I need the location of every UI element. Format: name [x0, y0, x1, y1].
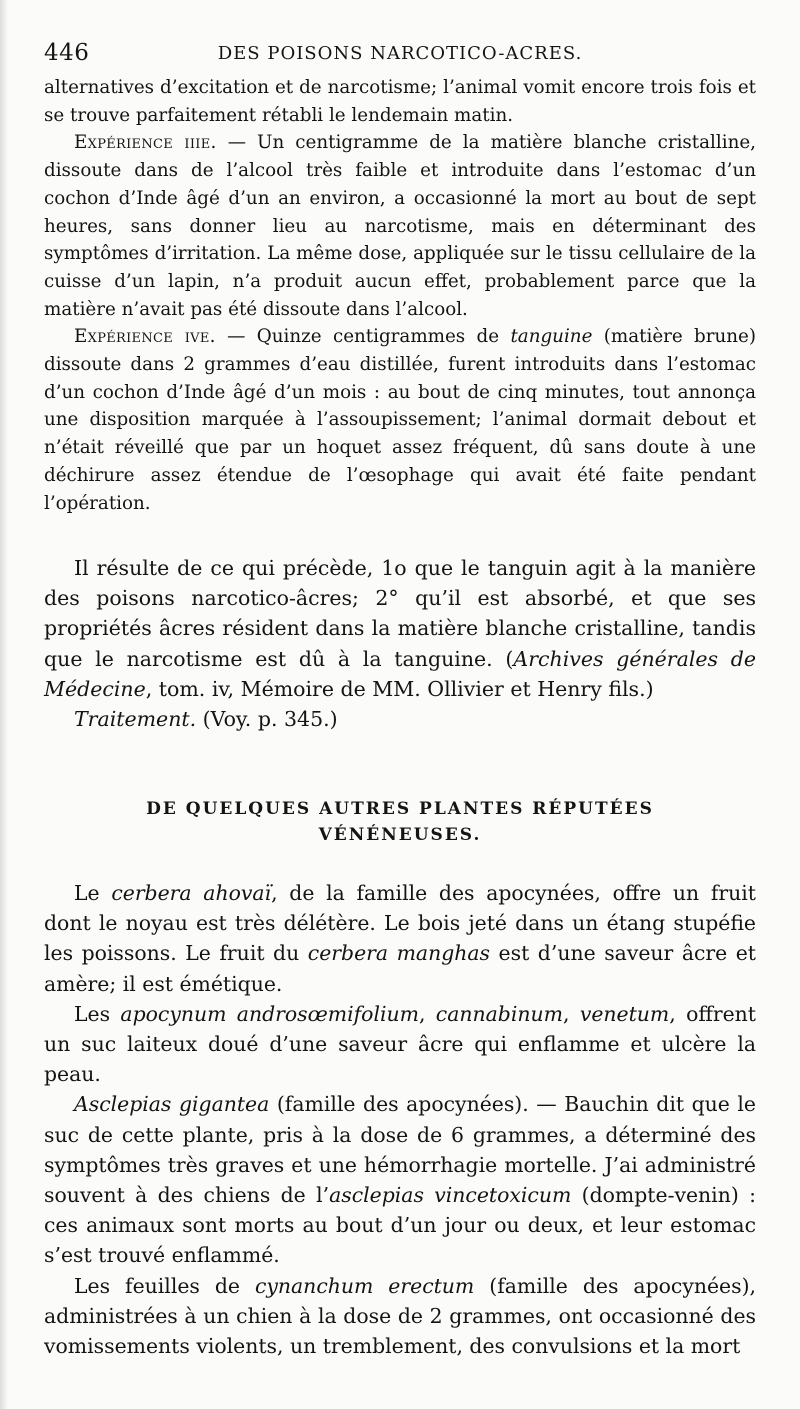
paragraph-text: , tom. iv, Mémoire de MM. Ollivier et Henry fils.) [145, 676, 654, 701]
page-header [44, 36, 756, 70]
paragraph-experience-3 [44, 129, 756, 323]
paragraph-text: est d’une saveur âcre et amère; il est émétique. [44, 941, 757, 996]
scan-edge-shadow [0, 0, 8, 1409]
experience-label: Expérience iiie. [74, 132, 217, 154]
paragraph-text: Les feuilles de [74, 1273, 255, 1298]
paragraph-text: (matière brune) dissoute dans 2 grammes d’eau distillée, furent introduits dans l’estomac d’un cochon d’Inde âgé d’un mois : au bout de cinq minutes, tout annonça une disposition marquée à l’assoupissement; l’animal dormait debout et n’était réveillé que par un hoquet assez fréquent, dû sans doute à une déchirure assez étendue de l’œsophage qui avait été faite pendant l’opération. [44, 326, 756, 514]
paragraph-text: — Quinze centigrammes de [215, 326, 511, 348]
paragraph-text: , [418, 1001, 436, 1026]
section-heading-line: VÉNÉNEUSES. [318, 825, 482, 845]
page-number: 446 [44, 40, 90, 66]
paragraph-experience-4 [44, 323, 756, 517]
species-name: apocynum androsœmifolium [120, 1001, 419, 1026]
species-name: venetum [579, 1001, 670, 1026]
paragraph-text: Les [74, 1001, 121, 1026]
experiments-section [44, 74, 756, 517]
paragraph-text: (famille des apocynées). — Bauchin dit que le suc de cette plante, pris à la dose de 6 grammes, a déterminé des symptômes très graves et une hémorrhagie mortelle. J’ai administré souvent à des chiens de l’ [44, 1092, 756, 1208]
paragraph-text: (famille des apocynées), administrées à un chien à la dose de 2 grammes, ont occasionné des vomissements violents, un tremblement, des convulsions et la mort [44, 1273, 757, 1359]
paragraph-text: Le [74, 881, 112, 905]
paragraph-text: (Voy. p. 345.) [196, 707, 338, 732]
other-plants-section [44, 878, 756, 1361]
conclusion-section [44, 553, 756, 734]
paragraph-cynanchum [44, 1271, 756, 1362]
running-title: DES POISONS NARCOTICO-ACRES. [217, 42, 583, 64]
species-name: asclepias vincetoxicum [329, 1183, 572, 1208]
citation-title: Archives générales de Médecine [44, 646, 757, 701]
paragraph-text: , de la famille des apocynées, offre un fruit dont le noyau est très délétère. Le bois jeté dans un étang stupéfie les poissons. Le fruit du [44, 881, 756, 966]
species-name: cerbera ahovaï [111, 881, 272, 905]
section-heading-line: DE QUELQUES AUTRES PLANTES RÉPUTÉES [146, 799, 654, 819]
paragraph-text: , offrent un suc laiteux doué d’une saveur âcre qui enflamme et ulcère la peau. [44, 1001, 756, 1087]
paragraph-continuation [44, 74, 756, 129]
italic-term: tanguine [510, 326, 593, 348]
paragraph-text: alternatives d’excitation et de narcotisme; l’animal vomit encore trois fois et se trouve parfaitement rétabli le lendemain matin. [44, 77, 756, 126]
species-name: cerbera manghas [307, 941, 491, 966]
paragraph-asclepias [44, 1089, 756, 1270]
paragraph-text: Il résulte de ce qui précède, 1o que le tanguin agit à la manière des poisons narcotico-âcres; 2° qu’il est absorbé, et que ses propriétés âcres résident dans la matière blanche cristalline, tandis que le narcotisme est dû à la tanguine. ( [44, 556, 756, 671]
paragraph-text: , [562, 1001, 580, 1026]
paragraph-conclusion [44, 553, 756, 704]
species-name: cannabinum [435, 1001, 563, 1026]
treatment-label: Traitement. [74, 707, 197, 732]
paragraph-apocynum [44, 999, 756, 1090]
experience-label: Expérience ive. [74, 326, 216, 348]
paragraph-text: (dompte-venin) : ces animaux sont morts au bout d’un jour ou deux, et leur estomac s’est trouvé enflammé. [44, 1183, 756, 1268]
species-name: cynanchum erectum [254, 1273, 475, 1298]
paragraph-text: — Un centigramme de la matière blanche cristalline, dissoute dans de l’alcool très faible et introduite dans l’estomac d’un cochon d’Inde âgé d’un an environ, a occasionné la mort au bout de sept heures, sans donner lieu au narcotisme, mais en déterminant des symptômes d’irritation. La même dose, appliquée sur le tissu cellulaire de la cuisse d’un lapin, n’a produit aucun effet, probablement parce que la matière n’avait pas été dissoute dans l’alcool. [44, 132, 756, 320]
section-heading [44, 796, 756, 848]
paragraph-treatment [44, 704, 756, 734]
species-name: Asclepias gigantea [74, 1092, 270, 1117]
paragraph-cerbera [44, 878, 756, 999]
